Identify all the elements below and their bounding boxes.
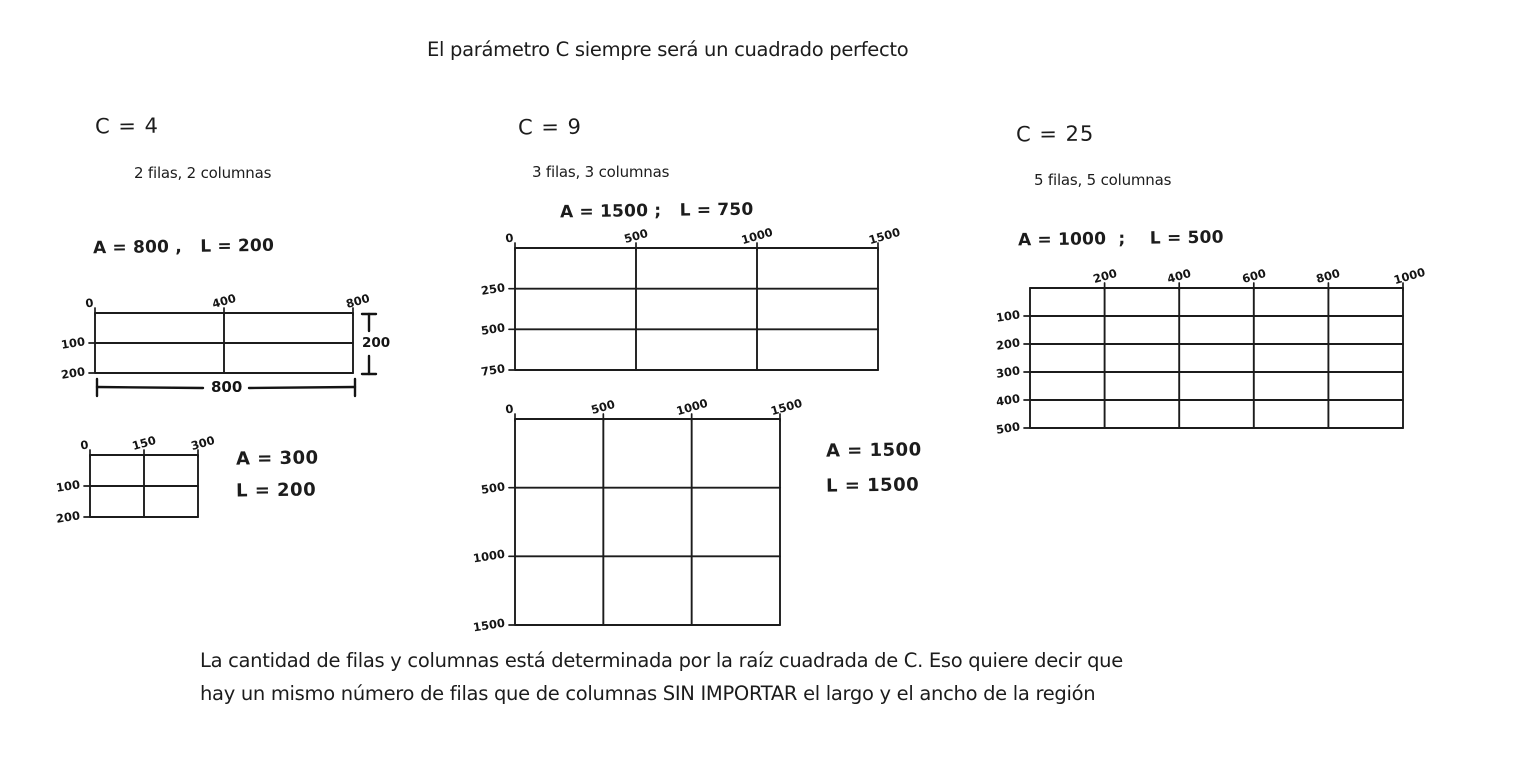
y-tick-label: 1500 bbox=[472, 615, 506, 635]
grid-lines bbox=[507, 240, 886, 378]
y-tick-label: 500 bbox=[480, 320, 506, 339]
y-tick-label: 200 bbox=[60, 364, 86, 382]
height-dimension-label: 200 bbox=[362, 335, 391, 351]
grid-lines bbox=[82, 447, 206, 525]
x-tick-label: 1000 bbox=[739, 224, 775, 248]
y-tick-label: 100 bbox=[995, 307, 1021, 325]
y-tick-label: 100 bbox=[55, 477, 81, 495]
grid-c4-small-length-label: L = 200 bbox=[235, 479, 317, 502]
x-tick-label: 800 bbox=[344, 290, 372, 312]
x-tick-label: 1000 bbox=[674, 395, 709, 419]
panel-c4-params: A = 800 , L = 200 bbox=[92, 235, 275, 259]
x-tick-label: 200 bbox=[1091, 265, 1119, 287]
footer-note bbox=[200, 644, 1123, 710]
page-title: El parámetro C siempre será un cuadrado perfecto bbox=[427, 38, 909, 61]
x-tick-label: 300 bbox=[189, 432, 217, 454]
y-tick-label: 200 bbox=[995, 335, 1021, 353]
width-dimension-bracket bbox=[93, 376, 359, 400]
panel-c25-heading: C = 25 bbox=[1015, 121, 1095, 147]
x-tick-label: 0 bbox=[504, 230, 515, 246]
panel-c25-params: A = 1000 ; L = 500 bbox=[1017, 227, 1224, 251]
height-dimension-bracket bbox=[356, 310, 396, 382]
grid-c4-wide bbox=[60, 290, 372, 382]
footer-line-2: hay un mismo número de filas que de columnas SIN IMPORTAR el largo y el ancho de la región bbox=[200, 682, 1096, 705]
grid-c9-square-area-label: A = 1500 bbox=[825, 439, 922, 462]
x-tick-label: 800 bbox=[1314, 265, 1342, 287]
panel-c9-heading: C = 9 bbox=[517, 114, 583, 140]
x-tick-label: 150 bbox=[130, 432, 158, 454]
y-tick-label: 100 bbox=[60, 334, 86, 352]
grid-lines bbox=[1022, 280, 1411, 436]
y-tick-label: 200 bbox=[55, 508, 81, 526]
y-tick-label: 500 bbox=[995, 419, 1021, 437]
x-tick-label: 500 bbox=[589, 396, 617, 418]
x-tick-label: 1500 bbox=[867, 224, 902, 248]
y-tick-label: 400 bbox=[995, 391, 1021, 409]
y-tick-label: 1000 bbox=[472, 546, 506, 566]
grid-lines bbox=[87, 305, 361, 381]
grid-c9-square-length-label: L = 1500 bbox=[825, 474, 920, 497]
width-dimension-label: 800 bbox=[211, 378, 243, 396]
grid-lines bbox=[507, 411, 788, 633]
panel-c9-subheading: 3 filas, 3 columnas bbox=[532, 163, 670, 181]
x-tick-label: 1500 bbox=[769, 395, 804, 419]
panel-c4-subheading: 2 filas, 2 columnas bbox=[134, 164, 272, 182]
x-tick-label: 600 bbox=[1240, 265, 1268, 287]
x-tick-label: 0 bbox=[79, 437, 90, 453]
grid-c4-small-area-label: A = 300 bbox=[235, 447, 319, 470]
x-tick-label: 1000 bbox=[1392, 264, 1427, 288]
grid-c4-small bbox=[55, 432, 217, 526]
y-tick-label: 500 bbox=[480, 478, 506, 497]
y-tick-label: 300 bbox=[995, 363, 1021, 381]
x-tick-label: 400 bbox=[1165, 265, 1193, 287]
x-tick-label: 0 bbox=[504, 401, 515, 417]
x-tick-label: 400 bbox=[210, 290, 238, 312]
grid-c25 bbox=[995, 264, 1427, 437]
footer-line-1: La cantidad de filas y columnas está determinada por la raíz cuadrada de C. Eso quiere decir que bbox=[200, 649, 1123, 672]
y-tick-label: 750 bbox=[480, 361, 506, 379]
grid-c9-wide bbox=[480, 224, 902, 379]
x-tick-label: 0 bbox=[84, 295, 95, 311]
panel-c25-subheading: 5 filas, 5 columnas bbox=[1034, 171, 1172, 189]
panel-c4-heading: C = 4 bbox=[94, 113, 160, 139]
panel-c9-params: A = 1500 ; L = 750 bbox=[559, 199, 754, 223]
y-tick-label: 250 bbox=[480, 279, 506, 298]
grid-c9-square bbox=[472, 395, 804, 635]
x-tick-label: 500 bbox=[622, 225, 650, 247]
